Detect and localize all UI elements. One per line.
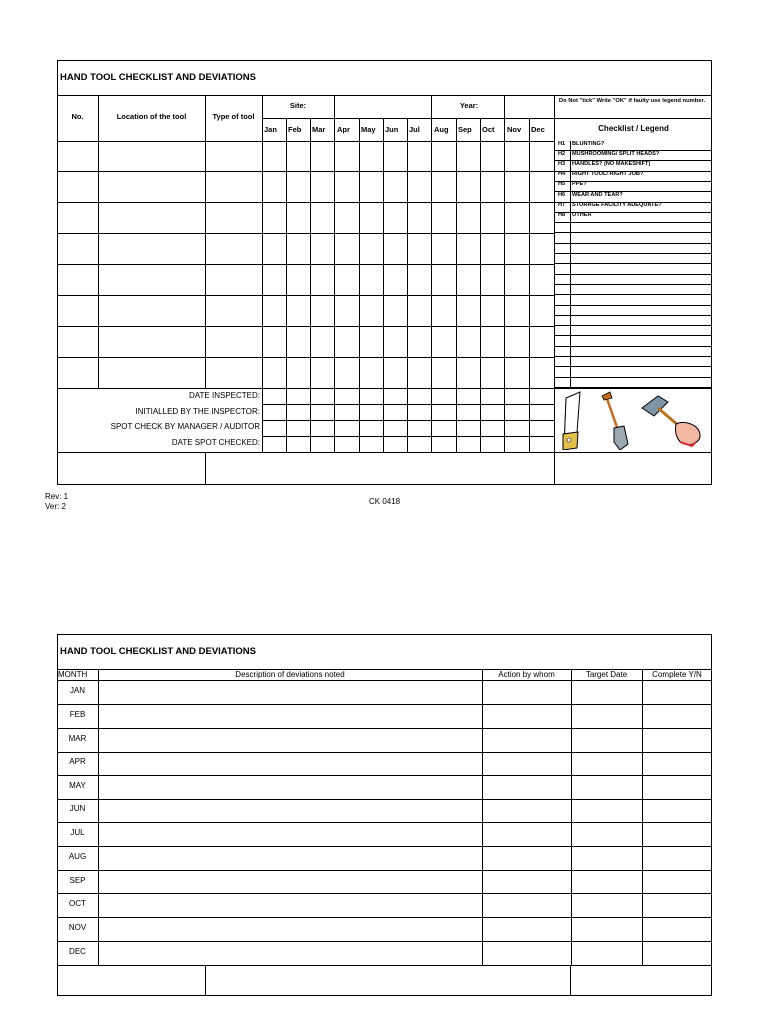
year-label: Year:: [459, 101, 479, 110]
shovel-icon: [602, 392, 628, 450]
month-row-label: AUG: [68, 852, 87, 861]
month-row-line: [57, 846, 712, 847]
column-line: [262, 95, 263, 452]
legend-row-line: [555, 253, 712, 254]
month-row-label: MAY: [69, 781, 86, 790]
legend-row-line: [555, 315, 712, 316]
legend-text: MUSHROOMING/ SPLIT HEADS?: [572, 151, 660, 157]
month-column-line: [480, 118, 481, 452]
initialled-label: INITIALLED BY THE INSPECTOR:: [135, 407, 260, 416]
month-label: Jan: [264, 125, 277, 134]
deviations-title: HAND TOOL CHECKLIST AND DEVIATIONS: [60, 646, 256, 657]
legend-row-line: [555, 222, 712, 223]
legend-row-line: [555, 325, 712, 326]
legend-code: H5: [558, 181, 566, 187]
month-header: MONTH: [58, 670, 88, 679]
column-line: [205, 95, 206, 388]
legend-text: HANDLES? (NO MAKESHIFT): [572, 161, 651, 167]
month-label: Feb: [288, 125, 302, 134]
legend-row-line: [555, 366, 712, 367]
month-label: Sep: [458, 125, 472, 134]
column-line: [571, 669, 572, 965]
month-column-line: [407, 118, 408, 452]
month-row-line: [57, 704, 712, 705]
month-label: Jun: [385, 125, 399, 134]
signature-divider: [570, 965, 571, 996]
month-row-label: JAN: [69, 686, 86, 695]
legend-row-line: [555, 274, 712, 275]
month-column-line: [504, 118, 505, 452]
month-column-line: [310, 118, 311, 452]
doc-code: CK 0418: [369, 497, 401, 506]
month-row-line: [57, 965, 712, 966]
column-line: [98, 669, 99, 965]
month-row-line: [57, 799, 712, 800]
legend-row-line: [555, 243, 712, 244]
month-row-line: [57, 941, 712, 942]
legend-text: RIGHT TOOL/ RIGHT JOB?: [572, 171, 644, 177]
col-location-header: Location of the tool: [116, 112, 187, 121]
legend-code: H4: [558, 171, 566, 177]
header-divider: [57, 95, 712, 96]
deviations-header-bottom: [57, 680, 712, 681]
month-row-line: [57, 917, 712, 918]
month-column-line: [286, 118, 287, 452]
month-row-label: NOV: [68, 923, 87, 932]
col-no-header: No.: [71, 112, 84, 121]
signature-divider: [205, 965, 206, 996]
target-date-header: Target Date: [585, 670, 628, 679]
tool-row-line: [57, 171, 555, 172]
tool-row-line: [57, 326, 555, 327]
tool-row-line: [57, 357, 555, 358]
site-label: Site:: [289, 101, 307, 110]
month-row-label: JUN: [69, 804, 86, 813]
legend-divider: [554, 95, 555, 485]
month-label: Oct: [482, 125, 495, 134]
month-label: Mar: [312, 125, 326, 134]
tool-row-line: [57, 202, 555, 203]
header-block-line: [431, 95, 432, 118]
month-row-line: [57, 822, 712, 823]
tool-row-line: [57, 295, 555, 296]
spot-check-label: SPOT CHECK BY MANAGER / AUDITOR: [110, 422, 260, 431]
tool-row-line: [57, 264, 555, 265]
signature-divider: [205, 452, 206, 485]
column-line: [642, 669, 643, 965]
date-spot-checked-label: DATE SPOT CHECKED:: [171, 438, 260, 447]
hammer-icon: [642, 396, 700, 446]
tools-illustration: [558, 390, 708, 450]
header-block-line: [334, 95, 335, 118]
legend-text: WEAR AND TEAR?: [572, 192, 623, 198]
legend-code-line: [570, 141, 571, 388]
month-column-line: [359, 118, 360, 452]
legend-header: Checklist / Legend: [598, 124, 669, 133]
footer-row-line: [262, 436, 555, 437]
month-row-line: [57, 893, 712, 894]
legend-code: H1: [558, 141, 566, 147]
legend-code: H2: [558, 151, 566, 157]
month-row-label: APR: [69, 757, 86, 766]
month-row-line: [57, 752, 712, 753]
legend-row-line: [555, 387, 712, 388]
legend-text: STORAGE FACILITY ADEQUATE?: [572, 202, 662, 208]
month-row-line: [57, 728, 712, 729]
legend-code: H3: [558, 161, 566, 167]
legend-row-line: [555, 356, 712, 357]
checklist-title: HAND TOOL CHECKLIST AND DEVIATIONS: [60, 72, 256, 83]
month-label: Jul: [409, 125, 420, 134]
legend-code: H7: [558, 202, 566, 208]
month-row-top: [262, 118, 712, 119]
legend-row-line: [555, 335, 712, 336]
month-label: Nov: [507, 125, 522, 134]
legend-code: H6: [558, 192, 566, 198]
legend-text: BLUNTING?: [572, 141, 605, 147]
month-label: Apr: [337, 125, 350, 134]
month-row-label: FEB: [69, 710, 86, 719]
rev-text: Rev: 1: [45, 492, 69, 501]
month-row-label: OCT: [69, 899, 86, 908]
month-row-label: JUL: [70, 828, 85, 837]
header-block-line: [504, 95, 505, 118]
complete-header: Complete Y/N: [652, 670, 702, 679]
month-column-line: [456, 118, 457, 452]
month-label: May: [361, 125, 376, 134]
column-line: [98, 95, 99, 388]
column-line: [482, 669, 483, 965]
month-column-line: [334, 118, 335, 452]
month-column-line: [431, 118, 432, 452]
legend-row-line: [555, 263, 712, 264]
legend-row-line: [555, 377, 712, 378]
legend-row-line: [555, 294, 712, 295]
legend-text: PPE?: [572, 181, 587, 187]
description-header: Description of deviations noted: [235, 670, 345, 679]
legend-row-line: [555, 346, 712, 347]
month-column-line: [529, 118, 530, 452]
action-header: Action by whom: [498, 670, 555, 679]
month-row-label: SEP: [69, 876, 86, 885]
footer-row-line: [262, 404, 555, 405]
legend-row-line: [555, 305, 712, 306]
footer-row-line: [262, 420, 555, 421]
footer-bottom: [57, 452, 712, 453]
month-label: Dec: [531, 125, 545, 134]
legend-row-line: [555, 232, 712, 233]
month-column-line: [383, 118, 384, 452]
instruction-text: Do Not "tick" Write "OK" if faulty use legend number.: [558, 98, 706, 104]
date-inspected-label: DATE INSPECTED:: [189, 391, 260, 400]
grid-bottom: [57, 388, 712, 389]
month-row-label: MAR: [68, 734, 87, 743]
col-type-header: Type of tool: [212, 112, 255, 121]
month-row-line: [57, 775, 712, 776]
month-row-line: [57, 870, 712, 871]
legend-text: OTHER: [572, 212, 592, 218]
ver-text: Ver: 2: [45, 502, 66, 511]
legend-row-line: [555, 284, 712, 285]
tool-row-line: [57, 233, 555, 234]
saw-icon: [563, 392, 580, 450]
month-label: Aug: [434, 125, 449, 134]
month-row-label: DEC: [69, 947, 86, 956]
legend-code: H8: [558, 212, 566, 218]
